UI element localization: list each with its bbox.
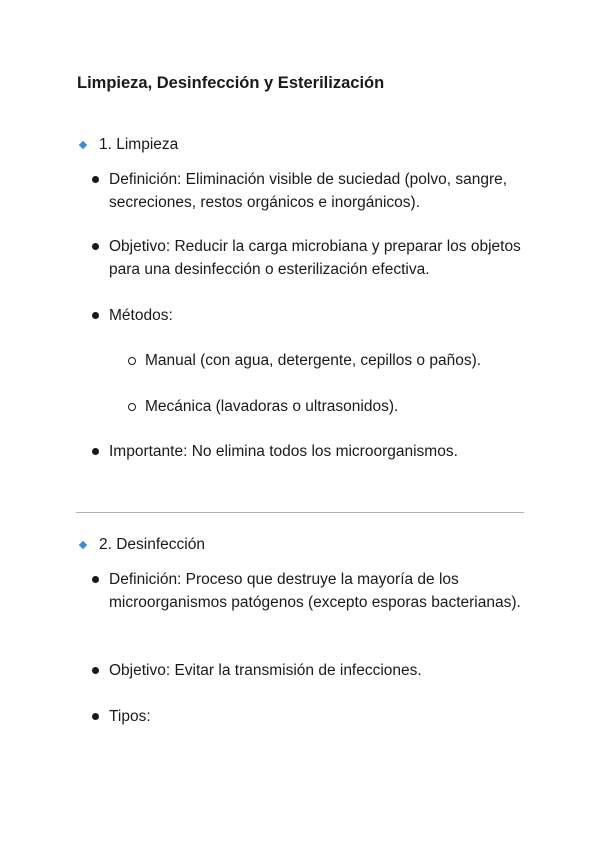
section-divider (76, 512, 524, 513)
list-item-text: Importante: No elimina todos los microorganismos. (109, 443, 458, 460)
section-heading-desinfeccion (77, 536, 205, 554)
hollow-bullet-icon (128, 395, 145, 418)
list-item-text: Métodos: (109, 307, 173, 324)
sub-list-item-text: Mecánica (lavadoras o ultrasonidos). (145, 398, 399, 415)
sub-list-item-text: Manual (con agua, detergente, cepillos o paños). (145, 352, 482, 369)
list-item-text: Objetivo: Reducir la carga microbiana y preparar los objetos para una desinfección o esterilización efectiva. (109, 238, 521, 278)
diamond-bullet-icon (79, 541, 87, 549)
sub-list-item (128, 395, 398, 418)
list-item (92, 659, 522, 682)
list-item-text: Definición: Proceso que destruye la mayoría de los microorganismos patógenos (excepto esporas bacterianas). (109, 571, 521, 611)
list-item-text: Tipos: (109, 708, 151, 725)
bullet-icon (92, 304, 109, 327)
bullet-icon (92, 440, 109, 463)
bullet-icon (92, 568, 109, 614)
list-item-text: Objetivo: Evitar la transmisión de infecciones. (109, 662, 422, 679)
list-item (92, 168, 522, 214)
list-item-text: Definición: Eliminación visible de suciedad (polvo, sangre, secreciones, restos orgánicos e inorgánicos). (109, 171, 508, 211)
sub-list-item (128, 349, 481, 372)
bullet-icon (92, 659, 109, 682)
diamond-bullet-icon (79, 141, 87, 149)
list-item (92, 568, 522, 614)
document-title: Limpieza, Desinfección y Esterilización (77, 74, 385, 92)
hollow-bullet-icon (128, 349, 145, 372)
list-item (92, 440, 522, 463)
list-item (92, 304, 522, 327)
bullet-icon (92, 235, 109, 281)
list-item (92, 705, 522, 728)
section-heading-text: 2. Desinfección (99, 536, 205, 553)
bullet-icon (92, 168, 109, 214)
section-heading-text: 1. Limpieza (99, 136, 179, 153)
bullet-icon (92, 705, 109, 728)
section-heading-limpieza (77, 136, 178, 154)
list-item (92, 235, 522, 281)
